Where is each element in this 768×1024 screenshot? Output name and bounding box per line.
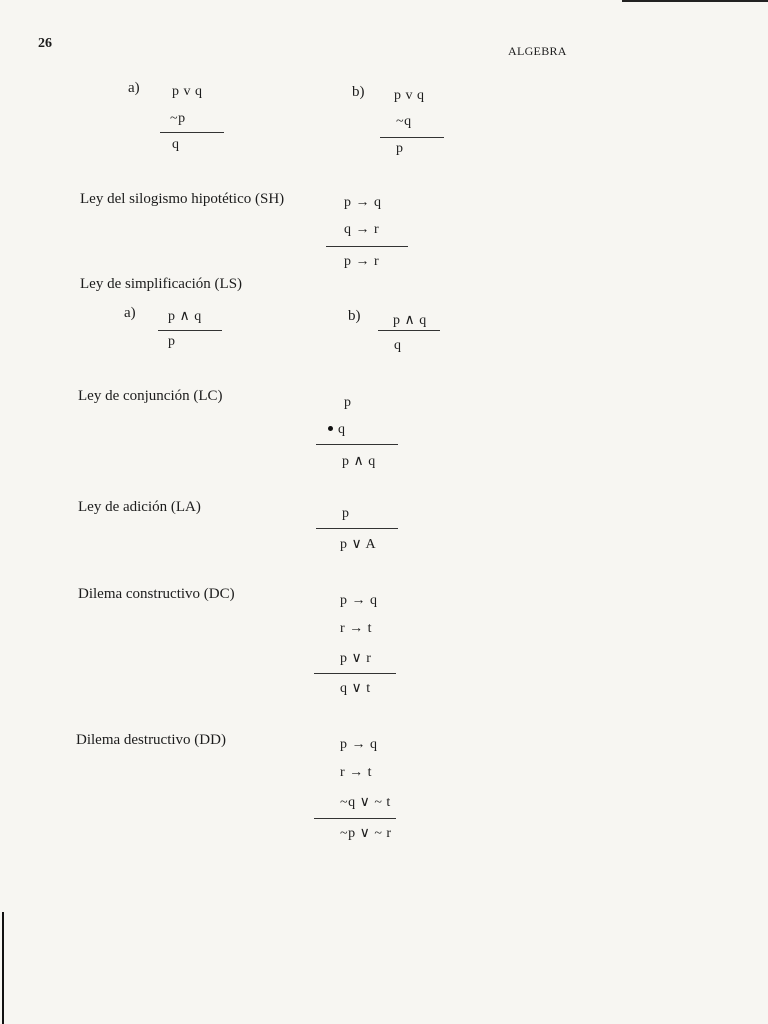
sh-label: Ley del silogismo hipotético (SH): [80, 191, 285, 207]
sh-premise-2: q → r: [344, 222, 380, 237]
lc-rule: [316, 444, 398, 445]
mt-b-premise-2: ~q: [396, 114, 412, 129]
sh-premise-1: p → q: [344, 195, 382, 210]
sh-rule: [326, 246, 408, 247]
dd-premise-3: ~q ∨ ~ t: [340, 795, 391, 810]
lc-label: Ley de conjunción (LC): [78, 388, 223, 404]
dc-premise-2: r → t: [340, 621, 373, 636]
ls-b-conclusion: q: [394, 338, 402, 353]
mt-a-rule: [160, 132, 224, 133]
la-label: Ley de adición (LA): [78, 499, 201, 515]
mt-b-label: b): [352, 84, 365, 100]
dc-label: Dilema constructivo (DC): [78, 586, 235, 602]
ls-label: Ley de simplificación (LS): [80, 276, 243, 292]
bullet-dot-icon: [328, 426, 333, 431]
ls-a-rule: [158, 330, 222, 331]
ls-b-rule: [378, 330, 440, 331]
ls-a-label: a): [124, 305, 136, 321]
sh-conclusion: p → r: [344, 254, 380, 269]
dd-conclusion: ~p ∨ ~ r: [340, 826, 392, 841]
top-edge-line: [622, 0, 768, 2]
la-conclusion: p ∨ A: [340, 537, 377, 552]
ls-a-premise: p ∧ q: [168, 309, 202, 324]
lc-premise-2-row: [328, 422, 346, 438]
dc-premise-1: p → q: [340, 593, 378, 608]
dd-premise-1: p → q: [340, 737, 378, 752]
mt-b-premise-1: p v q: [394, 88, 425, 103]
mt-a-premise-2: ~p: [170, 111, 186, 126]
dc-rule: [314, 673, 396, 674]
dd-premise-2: r → t: [340, 765, 373, 780]
ls-a-conclusion: p: [168, 334, 176, 349]
binding-edge-line: [2, 912, 4, 1024]
mt-b-conclusion: p: [396, 141, 404, 156]
dc-conclusion: q ∨ t: [340, 681, 371, 696]
dd-rule: [314, 818, 396, 819]
lc-premise-1: p: [344, 395, 352, 410]
mt-a-label: a): [128, 80, 140, 96]
la-premise-1: p: [342, 506, 350, 521]
running-head: ALGEBRA: [508, 44, 567, 58]
page-number: 26: [38, 36, 52, 51]
dc-premise-3: p ∨ r: [340, 651, 372, 666]
mt-b-rule: [380, 137, 444, 138]
lc-conclusion: p ∧ q: [342, 454, 376, 469]
ls-b-premise: p ∧ q: [393, 313, 427, 328]
mt-a-premise-1: p v q: [172, 84, 203, 99]
la-rule: [316, 528, 398, 529]
dd-label: Dilema destructivo (DD): [76, 732, 226, 748]
ls-b-label: b): [348, 308, 361, 324]
mt-a-conclusion: q: [172, 137, 180, 152]
lc-premise-2: q: [338, 422, 346, 437]
